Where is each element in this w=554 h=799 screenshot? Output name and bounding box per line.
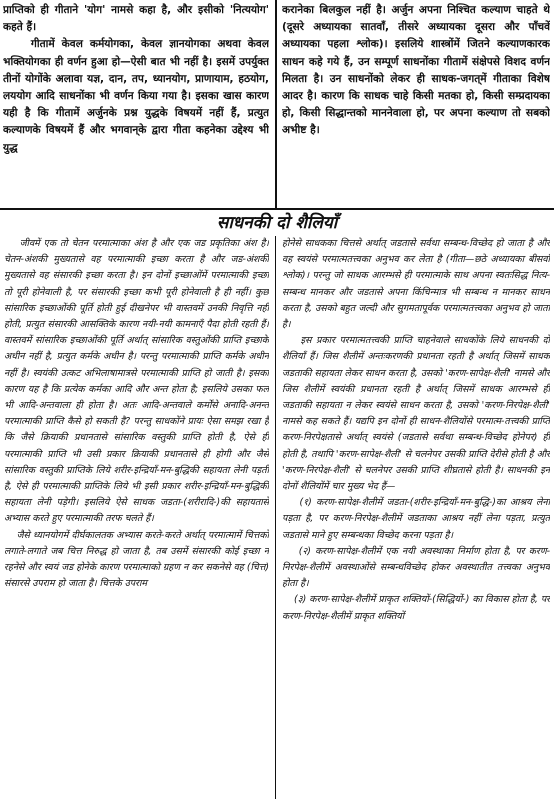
bottom-column-divider: [275, 236, 276, 799]
bottom-right-column: होनेसे साधकका चित्तसे अर्थात् जडतासे सर्वथा सम्बन्ध-विच्छेद हो जाता है और वह स्वयंसे परमात्मतत्त्वका अनुभव कर लेता है (गीता—छठे अध्यायका बीसवाँ श्लोक)। परन्तु जो साधक आरम्भसे ही परमात्माके साथ अपना स्वतःसिद्ध नित्य-सम्बन्ध मानकर और जडतासे अपना किंचिन्मात्र भी सम्बन्ध न मानकर साधन करता है, उसको बहुत जल्दी और सुगमतापूर्वक परमात्मतत्त्वका अनुभव हो जाता है। इस प्रकार परमात्मतत्त्वकी प्राप्ति चाहनेवाले साधकोंके लिये साधनकी दो शैलियाँ हैं। जिस शैलीमें अन्तःकरणकी प्रधानता रहती है अर्थात् जिसमें साधक जडताकी सहायता लेकर साधन करता है, उसको 'करण-सापेक्ष-शैली' नामसे और जिस शैलीमें स्वयंकी प्रधानता रहती है अर्थात् जिसमें साधक आरम्भसे ही जडताकी सहायता न लेकर स्वयंसे साधन करता है, उसको 'करण-निरपेक्ष-शैली' नामसे कह सकते हैं। यद्यपि इन दोनों ही साधन-शैलियोंसे परमात्म-तत्त्वकी प्राप्ति करण-निरपेक्षतासे अर्थात् स्वयंसे (जडतासे सर्वथा सम्बन्ध-विच्छेद होनेपर) ही होती है, तथापि 'करण-सापेक्ष-शैली' से चलनेपर उसकी प्राप्ति देरीसे होती है और 'करण-निरपेक्ष-शैली' से चलनेपर उसकी प्राप्ति शीघ्रतासे होती है। साधनकी इन दोनों शैलियोंमें चार मुख्य भेद हैं— (१) करण-सापेक्ष-शैलीमें जडता-(शरीर-इन्द्रियाँ-मन-बुद्धि-)का आश्रय लेना पड़ता है, पर करण-निरपेक्ष-शैलीमें जडताका आश्रय नहीं लेना पड़ता, प्रत्युत जडतासे माने हुए सम्बन्धका विच्छेद करना पड़ता है। (२) करण-सापेक्ष-शैलीमें एक नयी अवस्थाका निर्माण होता है, पर करण-निरपेक्ष-शैलीमें अवस्थाओंसे सम्बन्धविच्छेद होकर अवस्थातीत तत्त्वका अनुभव होता है। (३) करण-सापेक्ष-शैलीमें प्राकृत शक्तियों-(सिद्धियों-) का विकास होता है, पर करण-निरपेक्ष-शैलीमें प्राकृत शक्तियों: [282, 238, 550, 622]
top-left-column: प्राप्तिको ही गीताने 'योग' नामसे कहा है, और इसीको 'नित्ययोग' कहते हैं। गीतामें केवल कर्मयोगका, केवल ज्ञानयोगका अथवा केवल भक्तियोगका ही वर्णन हुआ हो—ऐसी बात भी नहीं है। इसमें उपर्युक्त तीनों योगोंके अलावा यज्ञ, दान, तप, ध्यानयोग, प्राणायाम, हठयोग, लययोग आदि साधनोंका भी वर्णन किया गया है। इसका खास कारण यही है कि गीतामें अर्जुनके प्रश्न युद्धके विषयमें नहीं हैं, प्रत्युत कल्याणके विषयमें हैं और भगवान्‌के द्वारा गीता कहनेका उद्देश्य भी युद्ध: [3, 4, 269, 154]
top-right-column: करानेका बिलकुल नहीं है। अर्जुन अपना निश्चित कल्याण चाहते थे (दूसरे अध्यायका सातवाँ, तीसरे अध्यायका दूसरा और पाँचवें अध्यायका पहला श्लोक)। इसलिये शास्त्रोंमें जितने कल्याणकारक साधन कहे गये हैं, उन सम्पूर्ण साधनोंका गीतामें संक्षेपसे विशद वर्णन मिलता है। उन साधनोंको लेकर ही साधक-जगत्‌में गीताका विशेष आदर है। कारण कि साधक चाहे किसी मतका हो, किसी सम्प्रदायका हो, किसी सिद्धान्तको माननेवाला हो, पर अपना कल्याण तो सबको अभीष्ट है।: [282, 4, 550, 137]
top-column-divider: [275, 0, 277, 208]
section-heading: साधनकी दो शैलियाँ: [216, 213, 338, 233]
bottom-left-column: जीवमें एक तो चेतन परमात्माका अंश है और एक जड प्रकृतिका अंश है। चेतन-अंशकी मुख्यतासे वह परमात्माकी इच्छा करता है और जड-अंशकी मुख्यतासे वह संसारकी इच्छा करता है। इन दोनों इच्छाओंमें परमात्माकी इच्छा तो पूरी होनेवाली है, पर संसारकी इच्छा कभी पूरी होनेवाली है ही नहीं। कुछ सांसारिक इच्छाओंकी पूर्ति होती हुई दीखनेपर भी वास्तवमें उनकी निवृत्ति नहीं होती, प्रत्युत संसारकी आसक्तिके कारण नयी-नयी कामनाएँ पैदा होती रहती हैं। वास्तवमें सांसारिक इच्छाओंकी पूर्ति अर्थात् सांसारिक वस्तुओंकी प्राप्ति इच्छाके अधीन नहीं है, प्रत्युत कर्मके अधीन है। परन्तु परमात्माकी प्राप्ति कर्मके अधीन नहीं है। स्वयंकी उत्कट अभिलाषामात्रसे परमात्माकी प्राप्ति हो जाती है। इसका कारण यह है कि प्रत्येक कर्मका आदि और अन्त होता है; इसलिये उसका फल भी आदि-अन्तवाला ही होता है। अतः आदि-अन्तवाले कर्मोंसे अनादि-अनन्त परमात्माकी प्राप्ति कैसे हो सकती है? परन्तु साधकोंने प्रायः ऐसा समझ रखा है कि जैसे क्रियाकी प्रधानतासे सांसारिक वस्तुकी प्राप्ति होती है, ऐसे ही परमात्माकी प्राप्ति भी उसी प्रकार क्रियाकी प्रधानतासे ही होगी और जैसे सांसारिक वस्तुकी प्राप्तिके लिये शरीर-इन्द्रियाँ-मन-बुद्धिकी सहायता लेनी पड़ती है, ऐसे ही परमात्माकी प्राप्तिके लिये भी इसी प्रकार शरीर-इन्द्रियाँ-मन-बुद्धिकी सहायता लेनी पड़ेगी। इसलिये ऐसे साधक जडता-(शरीरादि-)की सहायतासे अभ्यास करते हुए परमात्माकी तरफ चलते हैं। जैसे ध्यानयोगमें दीर्घकालतक अभ्यास करते-करते अर्थात् परमात्मामें चित्तको लगाते-लगाते जब चित्त निरुद्ध हो जाता है, तब उसमें संसारकी कोई इच्छा न रहनेसे और स्वयं जड होनेके कारण परमात्माको ग्रहण न कर सकनेसे वह (चित्त) संसारसे उपराम हो जाता है। चित्तके उपराम: [4, 238, 269, 590]
